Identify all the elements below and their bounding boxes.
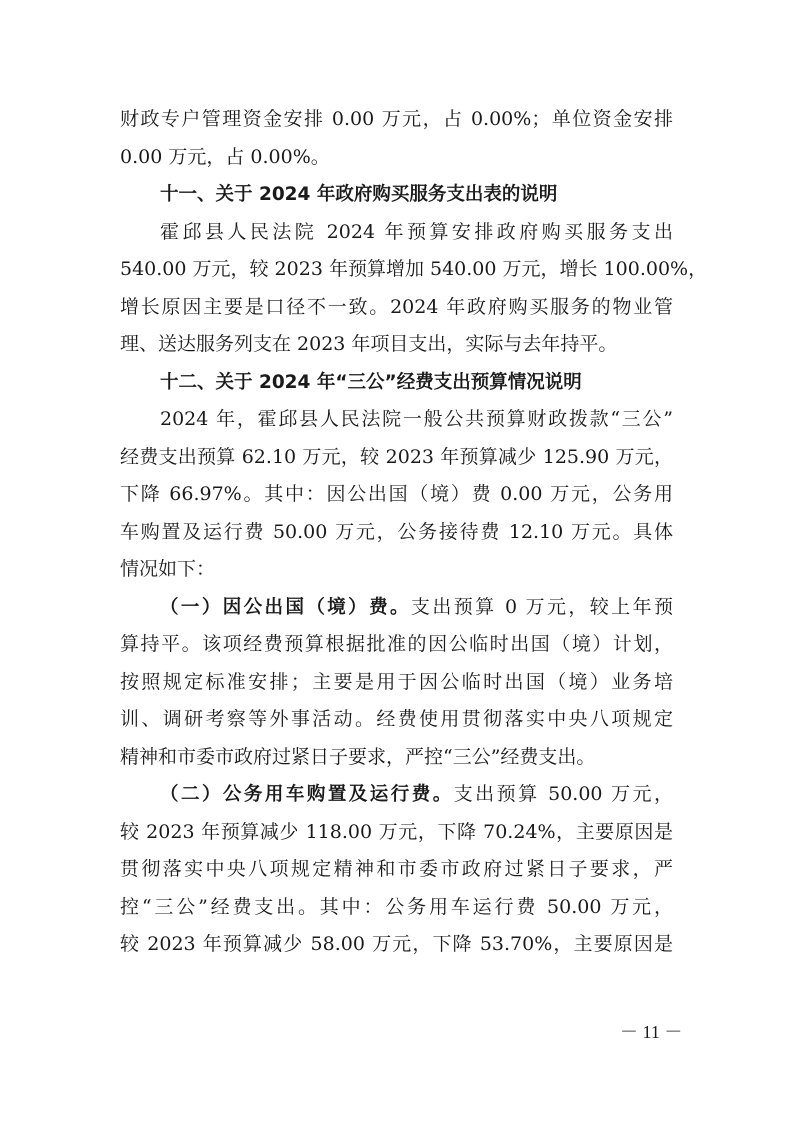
item-2-first-text: 支出预算 50.00 万元， bbox=[453, 783, 673, 805]
item-2-heading: （二）公务用车购置及运行费。 bbox=[160, 784, 454, 805]
paragraph-line: 贯彻落实中央八项规定精神和市委市政府过紧日子要求，严 bbox=[120, 858, 673, 880]
paragraph-line: 控“三公”经费支出。其中：公务用车运行费 50.00 万元， bbox=[120, 895, 673, 918]
paragraph-line: 财政专户管理资金安排 0.00 万元，占 0.00%；单位资金安排 bbox=[120, 108, 673, 130]
item-2-first-line bbox=[120, 776, 673, 814]
item-1-first-line bbox=[120, 589, 673, 627]
document-body bbox=[120, 101, 708, 964]
paragraph-line: 按照规定标准安排；主要是用于因公临时出国（境）业务培 bbox=[120, 670, 673, 693]
paragraph-line: 理、送达服务列支在 2023 年项目支出，实际与去年持平。 bbox=[120, 333, 618, 355]
paragraph-line: 算持平。该项经费预算根据批准的因公临时出国（境）计划， bbox=[120, 633, 673, 655]
paragraph-line: 经费支出预算 62.10 万元，较 2023 年预算减少 125.90 万元， bbox=[120, 445, 673, 468]
item-1-first-text: 支出预算 0 万元，较上年预 bbox=[410, 595, 673, 618]
paragraph-line: 情况如下： bbox=[120, 558, 216, 580]
paragraph-line: 增长原因主要是口径不一致。2024 年政府购买服务的物业管 bbox=[120, 295, 673, 318]
paragraph-line: 霍邱县人民法院 2024 年预算安排政府购买服务支出 bbox=[160, 220, 673, 243]
paragraph-line: 车购置及运行费 50.00 万元，公务接待费 12.10 万元。具体 bbox=[120, 520, 673, 543]
paragraph-line: 较 2023 年预算减少 58.00 万元，下降 53.70%，主要原因是 bbox=[120, 933, 673, 955]
paragraph-line: 2024 年，霍邱县人民法院一般公共预算财政拨款“三公” bbox=[160, 408, 673, 430]
item-1-heading: （一）因公出国（境）费。 bbox=[160, 596, 411, 618]
paragraph-line: 精神和市委市政府过紧日子要求，严控“三公”经费支出。 bbox=[120, 745, 596, 768]
paragraph-line: 540.00 万元，较 2023 年预算增加 540.00 万元，增长 100.00%， bbox=[120, 258, 708, 280]
paragraph-line: 训、调研考察等外事活动。经费使用贯彻落实中央八项规定 bbox=[120, 708, 673, 730]
page-number: － 11 － bbox=[620, 1022, 683, 1042]
paragraph-line: 较 2023 年预算减少 118.00 万元，下降 70.24%，主要原因是 bbox=[120, 820, 673, 843]
paragraph-line: 下降 66.97%。其中：因公出国（境）费 0.00 万元，公务用 bbox=[120, 483, 673, 505]
paragraph-line: 0.00 万元，占 0.00%。 bbox=[120, 145, 330, 168]
section-heading-11: 十一、关于 2024 年政府购买服务支出表的说明 bbox=[160, 184, 558, 205]
section-heading-12: 十二、关于 2024 年“三公”经费支出预算情况说明 bbox=[160, 371, 582, 393]
